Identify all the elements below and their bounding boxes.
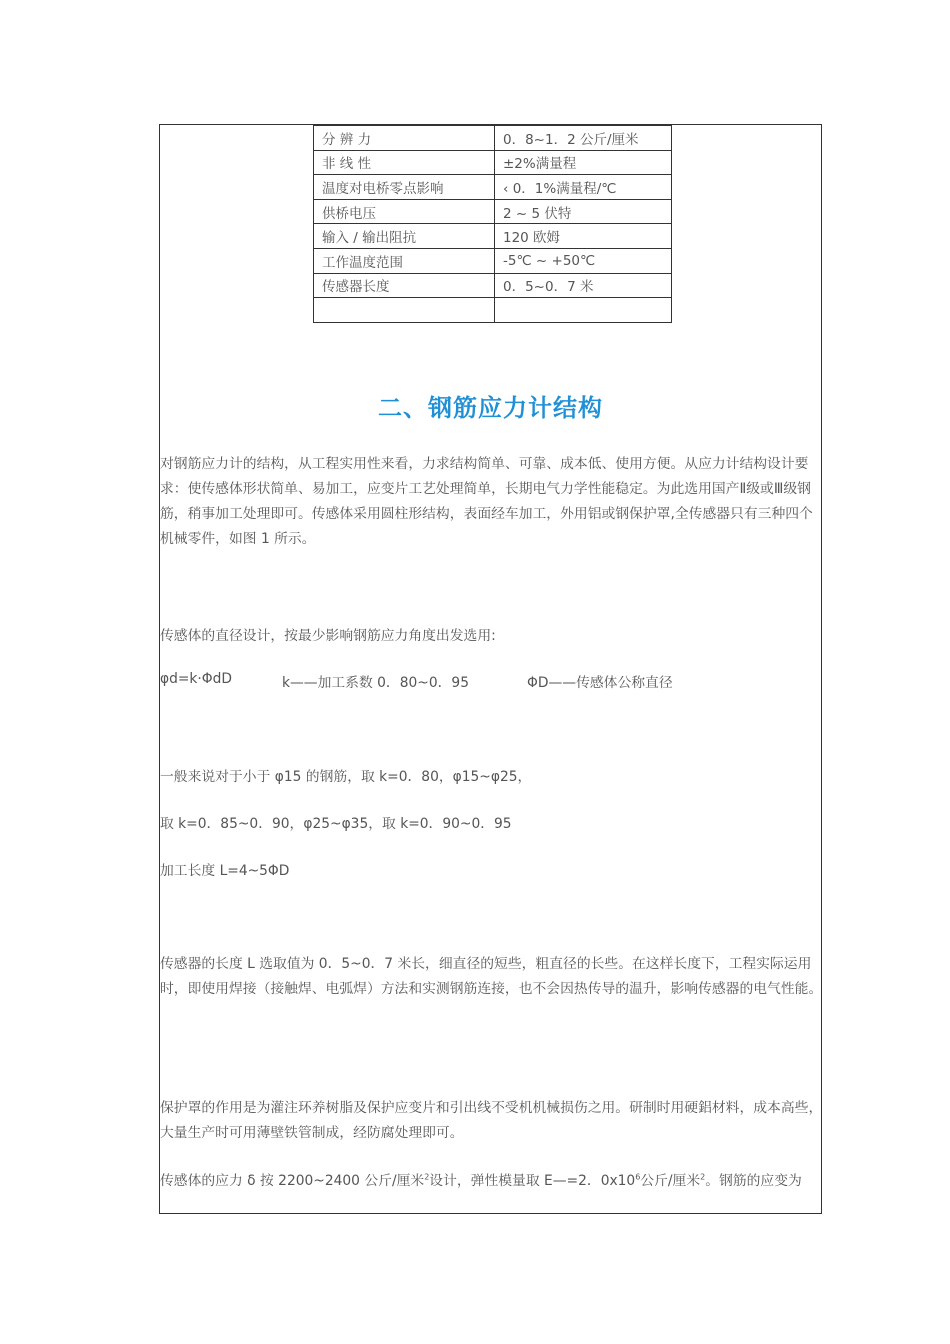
table-row [314,150,672,175]
table-cell-value [495,298,672,323]
paragraph-stress [160,1169,802,1189]
superscript: 6 [635,1172,641,1182]
paragraph-length: 加工长度 L=4~5ΦD [160,863,290,879]
table-cell-value: 2 ~ 5 伏特 [495,199,672,224]
section-title: 二、钢筋应力计结构 [378,394,603,422]
table-row [314,224,672,249]
table-cell-label: 非 线 性 [314,150,495,175]
paragraph-protective-cover: 保护罩的作用是为灌注环养树脂及保护应变片和引出线不受机机械损伤之用。研制时用硬鋁材料，成本高些，大量生产时可用薄壁铁管制成，经防腐处理即可。 [160,1100,823,1141]
table-cell-value: 0．8~1．2 公斤/厘米 [495,126,672,151]
table-cell-label: 传感器长度 [314,273,495,298]
table-cell-value: ‹ 0．1%满量程/℃ [495,175,672,200]
table-cell-value: 120 欧姆 [495,224,672,249]
table-row [314,273,672,298]
table-row [314,199,672,224]
stress-text-a: 传感体的应力 δ 按 2200~2400 公斤/厘米 [160,1173,425,1189]
table-row [314,298,672,323]
table-cell-label [314,298,495,323]
formula-coefficient: k——加工系数 0．80~0．95 [282,675,469,691]
paragraph-k-values-2: 取 k=0．85~0．90，φ25~φ35，取 k=0．90~0．95 [160,816,512,832]
table-cell-label: 供桥电压 [314,199,495,224]
table-cell-value: ±2%满量程 [495,150,672,175]
formula-nominal-diameter: ΦD——传感体公称直径 [527,675,673,691]
table-row [314,248,672,273]
table-row [314,175,672,200]
table-cell-value: -5℃ ~ +50℃ [495,248,672,273]
table-cell-label: 输入 / 输出阻抗 [314,224,495,249]
table-row [314,126,672,151]
table-cell-label: 工作温度范围 [314,248,495,273]
table-cell-label: 温度对电桥零点影响 [314,175,495,200]
paragraph-diameter: 传感体的直径设计，按最少影响钢筋应力角度出发选用: [160,628,496,644]
stress-text-c: 公斤/厘米 [640,1173,701,1189]
table-cell-label: 分 辨 力 [314,126,495,151]
paragraph-sensor-length: 传感器的长度 L 选取值为 0．5~0．7 米长，细直径的短些，粗直径的长些。在这样长度下，工程实际运用时，即使用焊接（接触焊、电弧焊）方法和实测钢筋连接，也不会因热传导的温升，影响传感器的电气性能。 [160,956,823,997]
stress-text-b: 设计，弹性模量取 E—=2．0x10 [429,1173,636,1189]
spec-table [313,125,672,323]
superscript: 2 [700,1172,706,1182]
superscript: 2 [424,1172,430,1182]
paragraph-structure: 对钢筋应力计的结构，从工程实用性来看，力求结构简单、可靠、成本低、使用方便。从应力计结构设计要求：使传感体形状简单、易加工，应变片工艺处理简单，长期电气力学性能稳定。为此选用国产Ⅱ级或Ⅲ级钢筋，稍事加工处理即可。传感体采用圆柱形结构，表面经车加工，外用铝或钢保护罩,全传感器只有三种四个机械零件，如图 1 所示。 [160,456,813,547]
paragraph-k-values-1: 一般来说对于小于 φ15 的钢筋，取 k=0．80，φ15~φ25， [160,769,532,785]
table-cell-value: 0．5~0．7 米 [495,273,672,298]
formula-diameter: φd=k·ΦdD [160,671,233,687]
stress-text-d: 。钢筋的应变为 [705,1173,802,1189]
